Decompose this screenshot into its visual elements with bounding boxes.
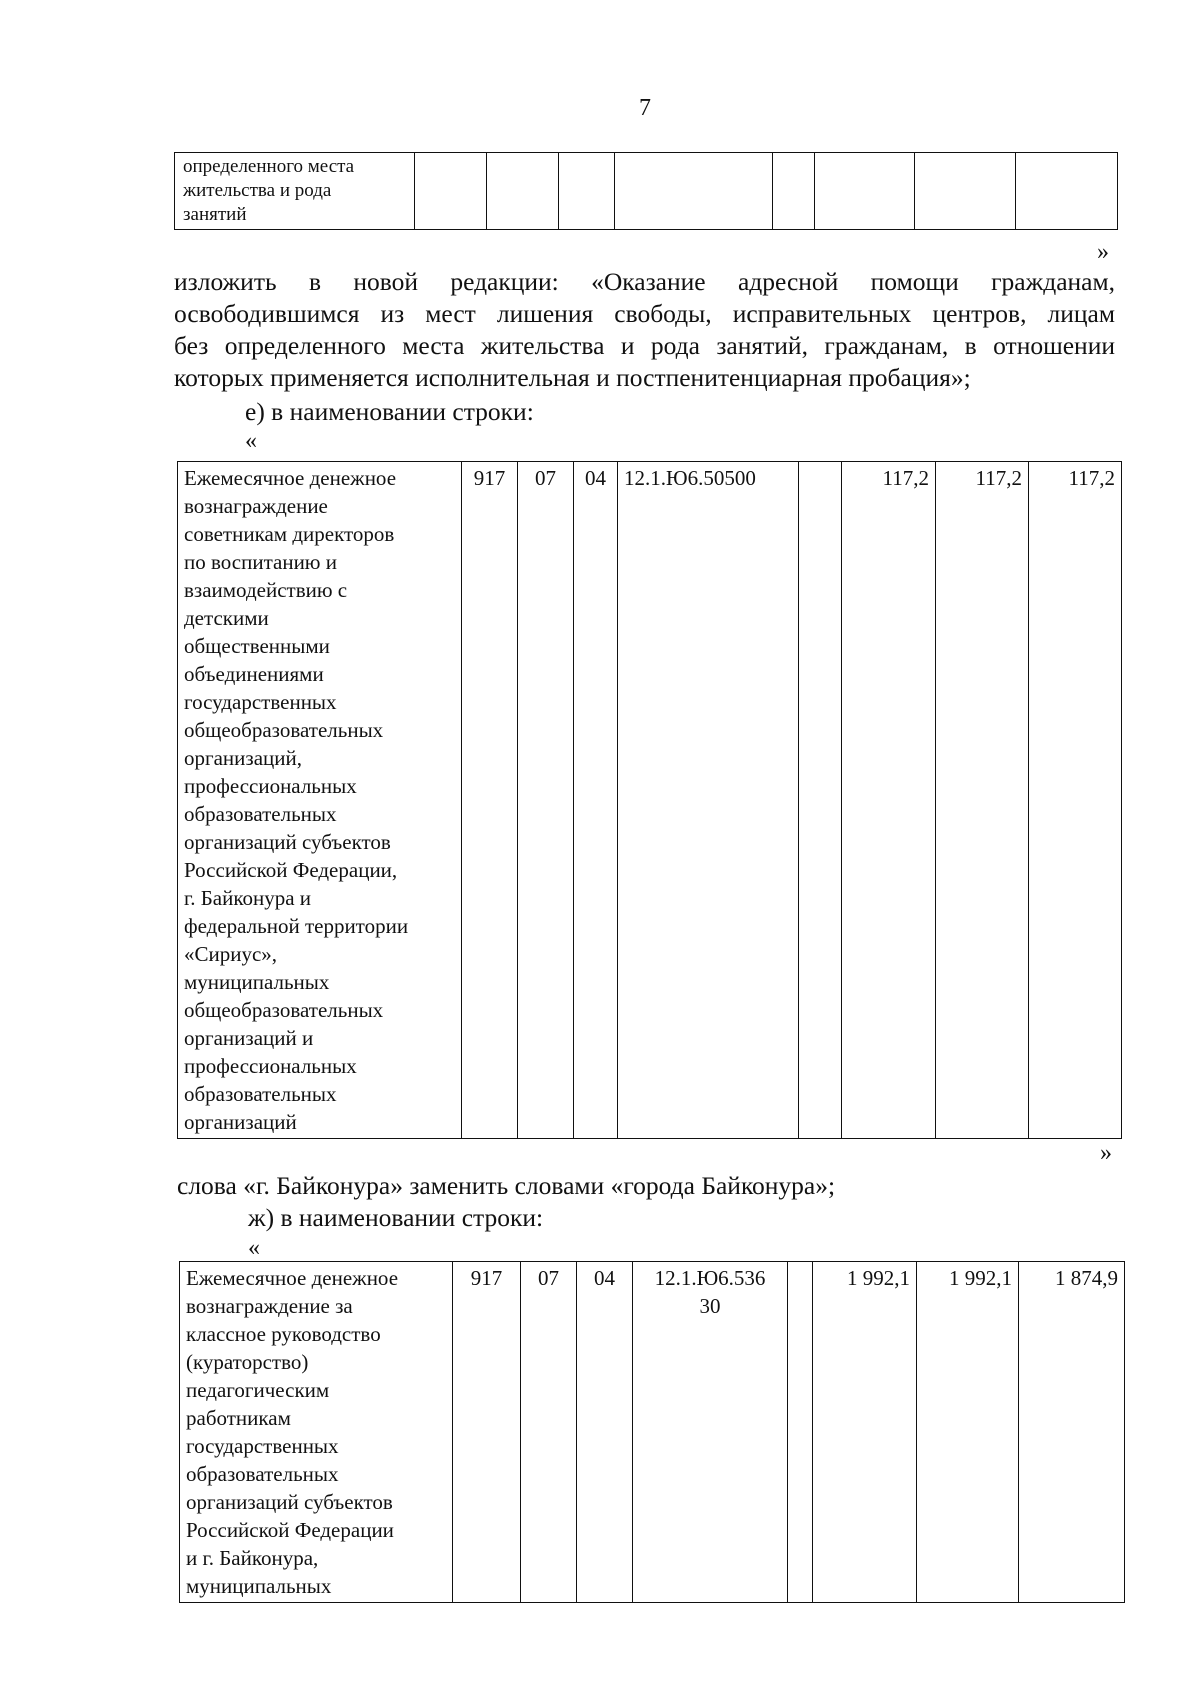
closing-quote: » xyxy=(1097,239,1109,265)
row-name-line: государственных xyxy=(184,690,337,714)
row-name-line: организаций субъектов xyxy=(184,830,391,854)
row-name-line: объединениями xyxy=(184,662,324,686)
year2-cell: 1 992,1 xyxy=(917,1262,1019,1603)
row-name-line: Ежемесячное денежное xyxy=(186,1266,399,1290)
row-name-cell xyxy=(178,462,462,1139)
row-name-line: общеобразовательных xyxy=(184,718,384,742)
section-cell: 07 xyxy=(521,1262,577,1603)
row-name-line: профессиональных xyxy=(184,1054,357,1078)
target-article-cell xyxy=(633,1262,788,1603)
row-name-line: Российской Федерации xyxy=(186,1518,394,1542)
year1-cell xyxy=(815,153,915,230)
row-name-line: общеобразовательных xyxy=(184,998,384,1022)
row-name-line: жительства и рода xyxy=(183,180,332,201)
ministry-cell: 917 xyxy=(453,1262,521,1603)
subsection-cell xyxy=(559,153,615,230)
row-name-line: организаций xyxy=(184,1110,297,1134)
target-article-line: 30 xyxy=(699,1294,721,1318)
year1-cell: 1 992,1 xyxy=(813,1262,917,1603)
row-name-line: организаций и xyxy=(184,1026,314,1050)
budget-table-fragment-top xyxy=(174,152,1118,230)
closing-quote: » xyxy=(1100,1140,1112,1166)
row-name-line: занятий xyxy=(183,204,247,225)
year2-cell xyxy=(915,153,1016,230)
year2-cell: 117,2 xyxy=(936,462,1029,1139)
row-name-line: образовательных xyxy=(184,802,337,826)
row-name-line: организаций субъектов xyxy=(186,1490,393,1514)
row-name-line: по воспитанию и xyxy=(184,550,337,574)
target-article-cell: 12.1.Ю6.50500 xyxy=(618,462,799,1139)
row-name-line: работникам xyxy=(186,1406,291,1430)
row-name-line: Ежемесячное денежное xyxy=(184,466,397,490)
subsection-cell: 04 xyxy=(574,462,618,1139)
table-row xyxy=(180,1262,1125,1603)
row-name-line: педагогическим xyxy=(186,1378,330,1402)
amendment-paragraph xyxy=(174,266,1115,394)
row-name-cell xyxy=(180,1262,453,1603)
year3-cell: 117,2 xyxy=(1029,462,1122,1139)
row-name-line: организаций, xyxy=(184,746,302,770)
row-name-line: муниципальных xyxy=(184,970,330,994)
row-name-line: взаимодействию с xyxy=(184,578,348,602)
year3-cell: 1 874,9 xyxy=(1019,1262,1125,1603)
replacement-paragraph: слова «г. Байконура» заменить словами «города Байконура»; xyxy=(177,1171,836,1200)
paragraph-line: изложить в новой редакции: «Оказание адресной помощи гражданам, xyxy=(174,267,1115,296)
year1-cell: 117,2 xyxy=(842,462,936,1139)
row-name-line: определенного места xyxy=(183,156,355,177)
year3-cell xyxy=(1016,153,1118,230)
row-name-line: (кураторство) xyxy=(186,1350,309,1374)
row-name-line: государственных xyxy=(186,1434,339,1458)
row-name-line: вознаграждение xyxy=(184,494,328,518)
row-name-line: муниципальных xyxy=(186,1574,332,1598)
clause-e-label: е) в наименовании строки: xyxy=(245,397,534,426)
row-name-line: общественными xyxy=(184,634,330,658)
paragraph-line: освободившимся из мест лишения свободы, исправительных центров, лицам xyxy=(174,299,1115,328)
ministry-cell xyxy=(415,153,487,230)
row-name-line: профессиональных xyxy=(184,774,357,798)
page-number: 7 xyxy=(639,95,651,121)
row-name-cell xyxy=(175,153,415,230)
paragraph-line: которых применяется исполнительная и постпенитенциарная пробация»; xyxy=(174,363,971,392)
row-name-line: детскими xyxy=(184,606,269,630)
expense-type-cell xyxy=(773,153,815,230)
row-name-line: г. Байконура и xyxy=(184,886,312,910)
target-article-line: 12.1.Ю6.536 xyxy=(654,1266,766,1290)
expense-type-cell xyxy=(788,1262,813,1603)
opening-quote: « xyxy=(248,1235,260,1261)
row-name-line: «Сириус», xyxy=(184,942,278,966)
subsection-cell: 04 xyxy=(577,1262,633,1603)
target-article-cell xyxy=(615,153,773,230)
row-name-line: Российской Федерации, xyxy=(184,858,398,882)
paragraph-line: без определенного места жительства и рода занятий, гражданам, в отношении xyxy=(174,331,1115,360)
budget-table-row-zh xyxy=(179,1261,1125,1603)
budget-table-row-e xyxy=(177,461,1122,1139)
opening-quote: « xyxy=(245,428,257,454)
expense-type-cell xyxy=(799,462,842,1139)
table-row xyxy=(175,153,1118,230)
table-row xyxy=(178,462,1122,1139)
row-name-line: и г. Байконура, xyxy=(186,1546,319,1570)
row-name-line: советникам директоров xyxy=(184,522,395,546)
ministry-cell: 917 xyxy=(462,462,518,1139)
row-name-line: федеральной территории xyxy=(184,914,409,938)
section-cell xyxy=(487,153,559,230)
row-name-line: образовательных xyxy=(186,1462,339,1486)
row-name-line: образовательных xyxy=(184,1082,337,1106)
section-cell: 07 xyxy=(518,462,574,1139)
row-name-line: классное руководство xyxy=(186,1322,381,1346)
clause-zh-label: ж) в наименовании строки: xyxy=(248,1203,544,1232)
row-name-line: вознаграждение за xyxy=(186,1294,353,1318)
